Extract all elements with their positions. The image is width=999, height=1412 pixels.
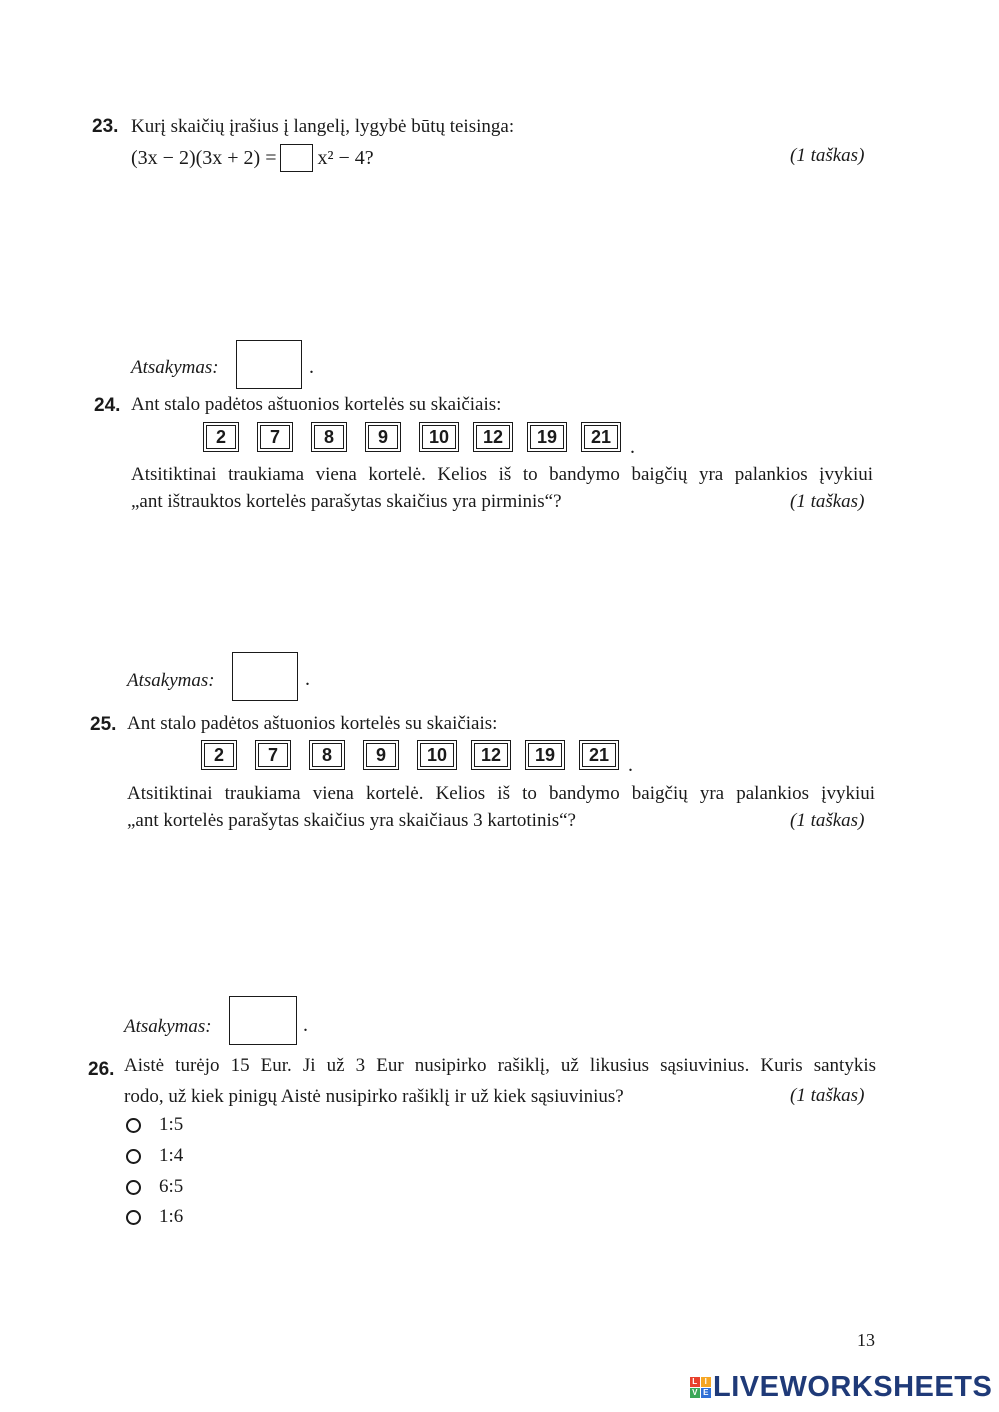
q25-card: 12 — [471, 740, 511, 770]
q24-answer-period: . — [305, 668, 310, 690]
radio-circle-icon[interactable] — [126, 1210, 141, 1225]
radio-circle-icon[interactable] — [126, 1180, 141, 1195]
q26-points: (1 taškas) — [790, 1085, 865, 1106]
radio-circle-icon[interactable] — [126, 1118, 141, 1133]
q24-card: 12 — [473, 422, 513, 452]
q23-equation — [131, 142, 374, 174]
q26-number: 26. — [88, 1059, 115, 1080]
q24-card: 10 — [419, 422, 459, 452]
q26-line2: rodo, už kiek pinigų Aistė nusipirko rašiklį ir už kiek sąsiuvinius? — [124, 1086, 624, 1107]
q25-line1: Atsitiktinai traukiama viena kortelė. Kelios iš to bandymo baigčių yra palankios įvykiui — [127, 783, 875, 804]
q26-option[interactable] — [126, 1145, 183, 1167]
q26-option-label: 1:4 — [159, 1145, 184, 1166]
q26-option-label: 1:6 — [159, 1206, 184, 1227]
q23-equation-right: x² − 4? — [317, 146, 374, 169]
q26-option-label: 6:5 — [159, 1176, 184, 1197]
q26-line1: Aistė turėjo 15 Eur. Ji už 3 Eur nusipirko rašiklį, už likusius sąsiuvinius. Kuris santykis — [124, 1055, 876, 1076]
q25-cards — [201, 740, 631, 772]
q25-card: 2 — [201, 740, 237, 770]
q26-option[interactable] — [126, 1206, 183, 1228]
q23-points: (1 taškas) — [790, 145, 865, 166]
q26-option-label: 1:5 — [159, 1114, 184, 1135]
q24-line2: „ant ištrauktos kortelės parašytas skaičius yra pirminis“? — [131, 491, 562, 512]
q24-cards — [203, 422, 633, 454]
q26-option[interactable] — [126, 1176, 183, 1198]
q24-line1: Atsitiktinai traukiama viena kortelė. Kelios iš to bandymo baigčių yra palankios įvykiui — [131, 464, 873, 485]
q24-card: 19 — [527, 422, 567, 452]
q24-card: 7 — [257, 422, 293, 452]
q23-number: 23. — [92, 116, 119, 137]
q24-answer-box[interactable] — [232, 652, 298, 701]
logo-squares-icon — [690, 1377, 711, 1398]
q23-equation-left: (3x − 2)(3x + 2) = — [131, 146, 277, 169]
q26-option[interactable] — [126, 1114, 183, 1136]
q25-intro: Ant stalo padėtos aštuonios kortelės su skaičiais: — [127, 713, 498, 734]
q25-answer-label: Atsakymas: — [124, 1016, 212, 1037]
q25-points: (1 taškas) — [790, 810, 865, 831]
q25-number: 25. — [90, 714, 117, 735]
logo-letter: L — [690, 1377, 700, 1387]
q24-card: 2 — [203, 422, 239, 452]
radio-circle-icon[interactable] — [126, 1149, 141, 1164]
liveworksheets-logo[interactable] — [690, 1371, 992, 1403]
logo-letter: E — [701, 1388, 711, 1398]
q24-card: 8 — [311, 422, 347, 452]
logo-letter: I — [701, 1377, 711, 1387]
q23-question-text: Kurį skaičių įrašius į langelį, lygybė būtų teisinga: — [131, 116, 515, 137]
q24-card: 9 — [365, 422, 401, 452]
logo-letter: V — [690, 1388, 700, 1398]
q25-answer-period: . — [303, 1014, 308, 1036]
q24-cards-period: . — [630, 436, 635, 458]
q25-answer-box[interactable] — [229, 996, 297, 1045]
q25-line2: „ant kortelės parašytas skaičius yra skaičiaus 3 kartotinis“? — [127, 810, 576, 831]
q25-card: 9 — [363, 740, 399, 770]
q25-card: 10 — [417, 740, 457, 770]
q24-answer-label: Atsakymas: — [127, 670, 215, 691]
q25-cards-period: . — [628, 754, 633, 776]
q24-intro: Ant stalo padėtos aštuonios kortelės su skaičiais: — [131, 394, 502, 415]
q23-answer-label: Atsakymas: — [131, 357, 219, 378]
page-number: 13 — [857, 1330, 875, 1350]
q25-card: 21 — [579, 740, 619, 770]
q23-answer-box[interactable] — [236, 340, 302, 389]
q25-card: 7 — [255, 740, 291, 770]
q25-card: 19 — [525, 740, 565, 770]
q24-points: (1 taškas) — [790, 491, 865, 512]
q24-card: 21 — [581, 422, 621, 452]
q23-equation-blank-box — [280, 144, 313, 172]
q23-answer-period: . — [309, 356, 314, 378]
q25-card: 8 — [309, 740, 345, 770]
q24-number: 24. — [94, 395, 121, 416]
logo-brand-text: LIVEWORKSHEETS — [713, 1370, 993, 1403]
